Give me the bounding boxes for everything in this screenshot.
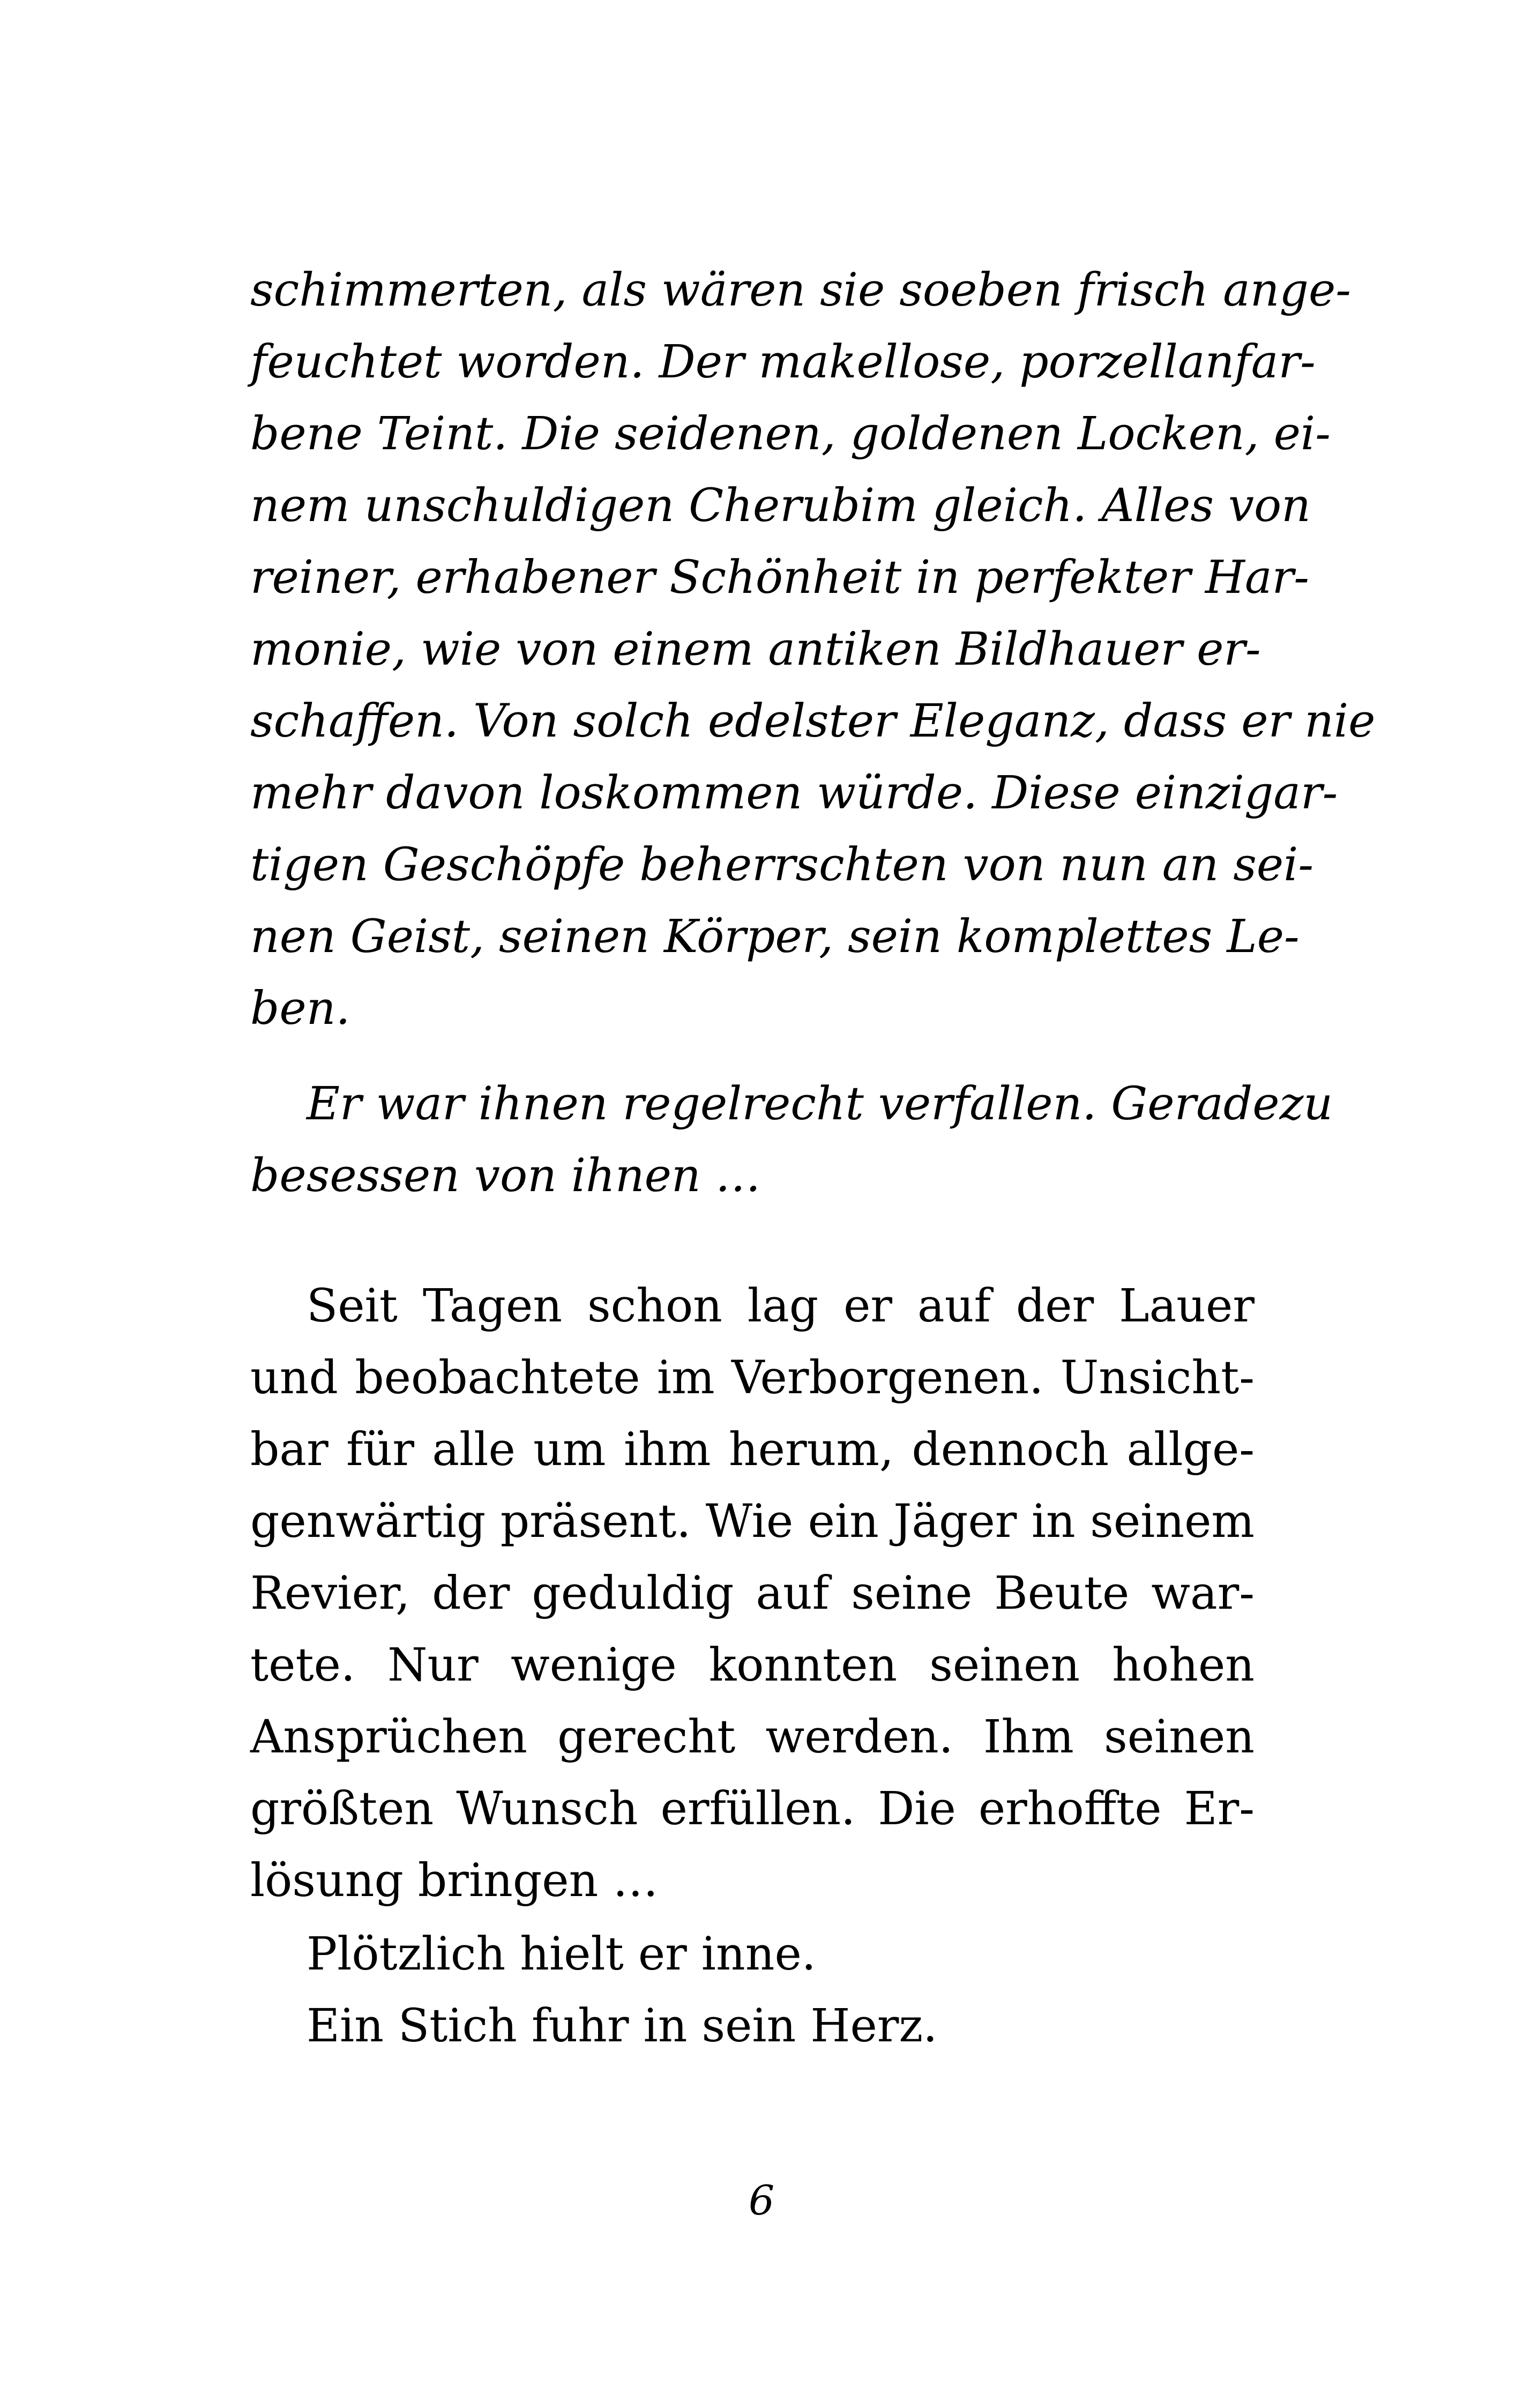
text-line: und beobachtete im Verborgenen. Unsicht- — [250, 1351, 1255, 1404]
text-line: tigen Geschöpfe beherrschten von nun an sei- — [250, 838, 1314, 891]
text-line: Ansprüchen gerecht werden. Ihm seinen — [250, 1711, 1255, 1764]
text-line: Er war ihnen regelrecht verfallen. Geradezu — [307, 1077, 1333, 1131]
page-number: 6 — [748, 2176, 775, 2224]
text-line: schaffen. Von solch edelster Eleganz, dass er nie — [250, 695, 1376, 748]
text-line: lösung bringen … — [250, 1854, 659, 1907]
text-line: schimmerten, als wären sie soeben frisch ange- — [250, 264, 1351, 317]
roman-paragraph — [250, 1270, 1255, 1917]
text-line: Seit Tagen schon lag er auf der Lauer — [307, 1280, 1255, 1333]
text-line: feuchtet worden. Der makellose, porzellanfar- — [250, 336, 1316, 389]
italic-paragraph — [250, 255, 1376, 1045]
text-line: Plötzlich hielt er inne. — [307, 1928, 816, 1981]
text-line: tete. Nur wenige konnten seinen hohen — [250, 1639, 1255, 1692]
text-line: mehr davon loskommen würde. Diese einzigar- — [250, 767, 1338, 820]
text-line: nem unschuldigen Cherubim gleich. Alles von — [250, 479, 1311, 532]
italic-paragraph-2 — [250, 1068, 1333, 1212]
text-line: Ein Stich fuhr in sein Herz. — [307, 2000, 938, 2053]
text-line: bar für alle um ihm herum, dennoch allge- — [250, 1423, 1255, 1476]
text-line: monie, wie von einem antiken Bildhauer er- — [250, 623, 1261, 676]
text-line: bene Teint. Die seidenen, goldenen Locken, ei- — [250, 407, 1331, 460]
text-line: größten Wunsch erfüllen. Die erhoffte Er- — [250, 1782, 1255, 1835]
text-line: reiner, erhabener Schönheit in perfekter Har- — [250, 551, 1310, 604]
text-line: genwärtig präsent. Wie ein Jäger in seinem — [250, 1495, 1255, 1548]
text-line: nen Geist, seinen Körper, sein komplettes Le- — [250, 910, 1300, 963]
text-line: Revier, der geduldig auf seine Beute war- — [250, 1567, 1255, 1620]
text-line: ben. — [250, 982, 350, 1035]
text-line: besessen von ihnen … — [250, 1149, 761, 1202]
roman-tail — [250, 1919, 1255, 2062]
